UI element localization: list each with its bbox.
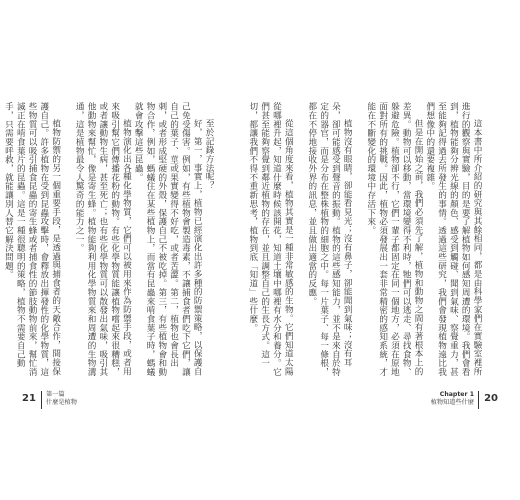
section-label: 第一篇 bbox=[46, 391, 65, 398]
section-caption bbox=[46, 391, 126, 407]
left-page-body bbox=[3, 102, 214, 384]
body-paragraph: 好，第一，事實上，植物已經演化出許多種的防禦策略，以保護自己免受傷害。例如，有些植物會製造毒素，不讓捕食者們吃下它們，讓自己的葉子、莖或果實變得不好吃，或者苦澀。第二，植物也會長出刺，或者形成堅硬的外殼，保護自己不被吃掉。第三，有些植物會和動物合作，例如，螞蟻住在某些植物上，而當有昆蟲來啃食葉子時，螞蟻就會攻擊這些昆蟲。 bbox=[133, 102, 203, 377]
page-number: 20 bbox=[484, 393, 498, 404]
right-page bbox=[247, 0, 520, 500]
footer-divider bbox=[478, 391, 479, 409]
right-page-body bbox=[247, 102, 482, 384]
body-paragraph: 植物演化出各種化學物質，它們可以被用來作為防禦手段，或者用來吸引幫它們傳播花粉的動物。有些化學物質能讓植物嚐起來很糟糕，或者讓動物生病，甚至死亡；也有些化學物質可以散發出氣味，吸引其他動物來幫忙，像是寄生蜂。植物能夠利用化學物質來和周遭的生物溝通，這是植物最令人驚奇的能力之一。 bbox=[74, 102, 132, 377]
footer-divider bbox=[41, 391, 42, 409]
body-paragraph: 從這個角度來看，植物其實是一種非常敏感的生物。它們知道太陽從哪裡升起，知道什麼時候該開花，知道土壤中哪裡有水分和養分。它們甚至能夠察覺到鄰近植物的存在，並且調整自己的生長方式。這一切，都讓我們不得不重新思考，植物到底「知道」些什麼。 bbox=[247, 102, 294, 377]
body-paragraph: 但是在開始之前，我們必須先了解，植物和動物之間有著根本上的差異。動物可以移動，當環境變得不利時，牠們可以逃走、尋找食物、躲避危險。植物卻不行，它們一輩子都固定在同一個地方，必須在原地面對所有的挑戰。因此，植物必須發展出一套非常精密的感知系統，才能在不斷變化的環境中存活下來。 bbox=[365, 102, 424, 377]
chapter-label: Chapter 1 bbox=[439, 391, 474, 398]
section-title: 什麼是植物 bbox=[46, 399, 77, 406]
chapter-caption bbox=[384, 391, 474, 407]
page-number: 21 bbox=[22, 393, 36, 404]
body-paragraph: 植物沒有眼睛，卻能看見光；沒有鼻子，卻能聞到氣味；沒有耳朵，卻可能感受到聲音的振動。植物的這些感知能力，並不是來自於特定的器官，而是分布在整株植物的細胞之中。每一片葉子、每一條根，都在不停地接收外界的訊息，並且做出適當的反應。 bbox=[306, 102, 353, 377]
body-paragraph: 植物防禦的另一個重要手段，是透過與捕食者的天敵合作，間接保護自己。許多植物在受到昆蟲攻擊時，會釋放出揮發性的化學物質，這些物質可以吸引捕食昆蟲的寄生蜂或者捕食性的節肢動物前來，幫忙消滅正在啃食葉片的昆蟲。這是一種很聰明的策略，植物不需要自己動手，只需要呼救，就能讓別人替它解決問題。 bbox=[3, 102, 61, 377]
chapter-title: 植物知道些什麼 bbox=[430, 399, 474, 406]
body-paragraph: 這本書中所介紹的研究與其餘相同，都是由科學家們在實驗室裡所進行的觀察與實驗，目的是要了解植物如何感知周遭的環境。我們會看到，植物能夠分辨光線的顏色、感受到觸碰、聞到氣味、察覺重力，甚至能夠記得過去所發生的事情。透過這些研究，我們會發現植物遠比我們想像中的還要複雜。 bbox=[424, 102, 482, 377]
body-paragraph: 至於記錄方法呢？ bbox=[204, 119, 214, 190]
